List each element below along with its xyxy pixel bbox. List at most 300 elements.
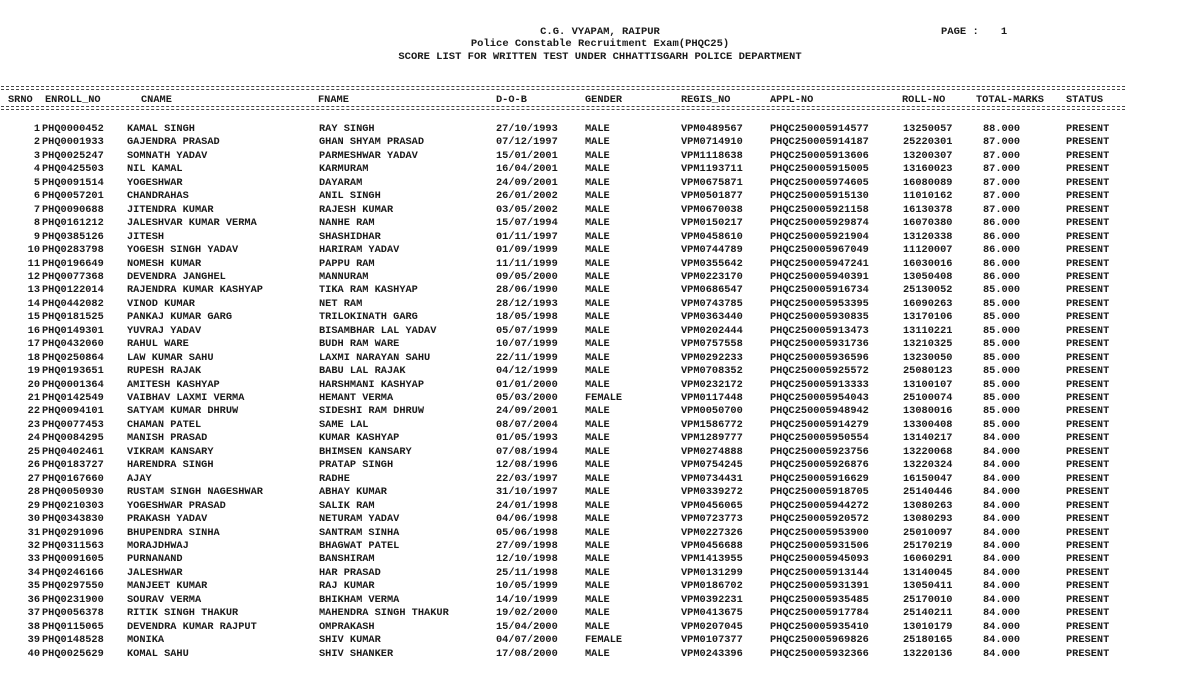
cell-status: PRESENT <box>1066 405 1110 418</box>
cell-total-marks: 84.000 <box>983 566 1021 579</box>
cell-enroll-no: PHQ0210303 <box>42 499 104 512</box>
cell-regis-no: VPM0050700 <box>681 405 743 418</box>
cell-status: PRESENT <box>1066 566 1110 579</box>
cell-srno: 28 <box>27 486 40 499</box>
cell-status: PRESENT <box>1066 553 1110 566</box>
cell-roll-no: 13120338 <box>903 230 953 243</box>
cell-roll-no: 16090263 <box>903 297 953 310</box>
cell-regis-no: VPM0757558 <box>681 338 743 351</box>
cell-cname: YOGESHWAR PRASAD <box>127 499 226 512</box>
cell-srno: 36 <box>27 593 40 606</box>
cell-cname: CHANDRAHAS <box>127 190 189 203</box>
cell-status: PRESENT <box>1066 392 1110 404</box>
page-label: PAGE : <box>941 26 979 38</box>
cell-srno: 6 <box>33 190 40 203</box>
cell-total-marks: 84.000 <box>983 634 1021 647</box>
cell-cname: BHUPENDRA SINHA <box>127 526 220 539</box>
cell-srno: 16 <box>27 324 40 337</box>
cell-roll-no: 13010179 <box>903 620 953 633</box>
col-appl-no: APPL-NO <box>770 94 814 106</box>
cell-cname: MANISH PRASAD <box>127 432 208 445</box>
cell-regis-no: VPM1193711 <box>681 163 743 176</box>
cell-total-marks: 85.000 <box>983 405 1021 418</box>
cell-fname: ANIL SINGH <box>319 190 381 203</box>
cell-total-marks: 84.000 <box>983 445 1021 458</box>
cell-dob: 03/05/2002 <box>496 203 558 216</box>
cell-gender: MALE <box>585 190 610 203</box>
cell-appl-no: PHQC250005967049 <box>770 244 869 257</box>
cell-total-marks: 85.000 <box>983 392 1021 404</box>
cell-dob: 12/08/1996 <box>496 459 558 472</box>
cell-enroll-no: PHQ0094101 <box>42 405 104 418</box>
cell-total-marks: 86.000 <box>983 244 1021 257</box>
cell-gender: MALE <box>585 499 610 512</box>
cell-cname: MANJEET KUMAR <box>127 580 208 593</box>
cell-cname: YOGESHWAR <box>127 176 183 189</box>
cell-gender: MALE <box>585 365 610 378</box>
cell-regis-no: VPM0223170 <box>681 270 743 283</box>
cell-fname: MAHENDRA SINGH THAKUR <box>319 607 449 620</box>
cell-cname: VAIBHAV LAXMI VERMA <box>127 392 245 404</box>
cell-enroll-no: PHQ0001933 <box>42 136 104 149</box>
cell-roll-no: 25180165 <box>903 634 953 647</box>
cell-dob: 28/12/1993 <box>496 297 558 310</box>
cell-srno: 20 <box>27 378 40 391</box>
cell-enroll-no: PHQ0025247 <box>42 149 104 162</box>
cell-regis-no: VPM0456065 <box>681 499 743 512</box>
cell-status: PRESENT <box>1066 634 1110 647</box>
cell-fname: ABHAY KUMAR <box>319 486 387 499</box>
cell-srno: 24 <box>27 432 40 445</box>
cell-appl-no: PHQC250005913606 <box>770 149 869 162</box>
cell-enroll-no: PHQ0385126 <box>42 230 104 243</box>
cell-srno: 9 <box>33 230 40 243</box>
col-enroll-no: ENROLL_NO <box>45 94 101 106</box>
cell-dob: 22/11/1999 <box>496 351 558 364</box>
cell-cname: YUVRAJ YADAV <box>127 324 202 337</box>
cell-fname: SALIK RAM <box>319 499 375 512</box>
cell-fname: DAYARAM <box>319 176 363 189</box>
cell-status: PRESENT <box>1066 311 1110 324</box>
col-cname: CNAME <box>141 94 172 106</box>
cell-roll-no: 13170106 <box>903 311 953 324</box>
cell-roll-no: 13220136 <box>903 647 953 660</box>
cell-regis-no: VPM0227326 <box>681 526 743 539</box>
cell-dob: 04/06/1998 <box>496 513 558 526</box>
cell-regis-no: VPM0392231 <box>681 593 743 606</box>
cell-status: PRESENT <box>1066 324 1110 337</box>
cell-cname: MONIKA <box>127 634 165 647</box>
cell-cname: NIL KAMAL <box>127 163 183 176</box>
cell-status: PRESENT <box>1066 190 1110 203</box>
cell-regis-no: VPM0292233 <box>681 351 743 364</box>
cell-cname: LAW KUMAR SAHU <box>127 351 214 364</box>
cell-cname: KAMAL SINGH <box>127 123 195 135</box>
cell-status: PRESENT <box>1066 620 1110 633</box>
cell-fname: HAR PRASAD <box>319 566 381 579</box>
cell-srno: 15 <box>27 311 40 324</box>
cell-total-marks: 85.000 <box>983 297 1021 310</box>
cell-gender: MALE <box>585 445 610 458</box>
cell-regis-no: VPM0686547 <box>681 284 743 297</box>
cell-enroll-no: PHQ0077368 <box>42 270 104 283</box>
cell-enroll-no: PHQ0091514 <box>42 176 104 189</box>
cell-gender: MALE <box>585 593 610 606</box>
cell-appl-no: PHQC250005930835 <box>770 311 869 324</box>
cell-appl-no: PHQC250005913144 <box>770 566 869 579</box>
cell-roll-no: 25010097 <box>903 526 953 539</box>
cell-srno: 13 <box>27 284 40 297</box>
cell-dob: 17/08/2000 <box>496 647 558 660</box>
cell-dob: 10/05/1999 <box>496 580 558 593</box>
cell-total-marks: 87.000 <box>983 190 1021 203</box>
cell-dob: 26/01/2002 <box>496 190 558 203</box>
cell-fname: OMPRAKASH <box>319 620 375 633</box>
cell-gender: MALE <box>585 539 610 552</box>
cell-srno: 4 <box>33 163 40 176</box>
cell-gender: MALE <box>585 230 610 243</box>
cell-cname: JITESH <box>127 230 165 243</box>
col-gender: GENDER <box>585 94 623 106</box>
cell-gender: MALE <box>585 257 610 270</box>
cell-srno: 8 <box>33 217 40 230</box>
cell-srno: 31 <box>27 526 40 539</box>
cell-regis-no: VPM0131299 <box>681 566 743 579</box>
cell-dob: 09/05/2000 <box>496 270 558 283</box>
cell-gender: MALE <box>585 284 610 297</box>
cell-fname: SHIV SHANKER <box>319 647 394 660</box>
cell-cname: KOMAL SAHU <box>127 647 189 660</box>
cell-regis-no: VPM1289777 <box>681 432 743 445</box>
cell-dob: 24/09/2001 <box>496 176 558 189</box>
cell-fname: SANTRAM SINHA <box>319 526 400 539</box>
cell-regis-no: VPM0107377 <box>681 634 743 647</box>
cell-gender: MALE <box>585 418 610 431</box>
cell-appl-no: PHQC250005914187 <box>770 136 869 149</box>
cell-regis-no: VPM0202444 <box>681 324 743 337</box>
cell-gender: MALE <box>585 526 610 539</box>
cell-fname: RAJ KUMAR <box>319 580 375 593</box>
cell-status: PRESENT <box>1066 176 1110 189</box>
cell-enroll-no: PHQ0425503 <box>42 163 104 176</box>
cell-cname: NOMESH KUMAR <box>127 257 202 270</box>
cell-status: PRESENT <box>1066 257 1110 270</box>
cell-total-marks: 84.000 <box>983 607 1021 620</box>
cell-dob: 01/11/1997 <box>496 230 558 243</box>
cell-gender: MALE <box>585 324 610 337</box>
col-fname: FNAME <box>318 94 349 106</box>
cell-fname: PARMESHWAR YADAV <box>319 149 418 162</box>
cell-enroll-no: PHQ0115065 <box>42 620 104 633</box>
list-title: SCORE LIST FOR WRITTEN TEST UNDER CHHATTISGARH POLICE DEPARTMENT <box>398 51 802 63</box>
cell-fname: BHAGWAT PATEL <box>319 539 400 552</box>
cell-cname: HARENDRA SINGH <box>127 459 214 472</box>
cell-appl-no: PHQC250005915130 <box>770 190 869 203</box>
cell-appl-no: PHQC250005974605 <box>770 176 869 189</box>
cell-roll-no: 16080089 <box>903 176 953 189</box>
cell-appl-no: PHQC250005916734 <box>770 284 869 297</box>
cell-dob: 11/11/1999 <box>496 257 558 270</box>
cell-appl-no: PHQC250005931506 <box>770 539 869 552</box>
cell-fname: NANHE RAM <box>319 217 375 230</box>
cell-roll-no: 13250057 <box>903 123 953 135</box>
cell-total-marks: 85.000 <box>983 351 1021 364</box>
col-roll-no: ROLL-NO <box>902 94 946 106</box>
cell-gender: MALE <box>585 580 610 593</box>
cell-fname: LAXMI NARAYAN SAHU <box>319 351 431 364</box>
cell-cname: RAJENDRA KUMAR KASHYAP <box>127 284 263 297</box>
cell-dob: 10/07/1999 <box>496 338 558 351</box>
cell-total-marks: 88.000 <box>983 123 1021 135</box>
cell-cname: RUSTAM SINGH NAGESHWAR <box>127 486 263 499</box>
cell-srno: 22 <box>27 405 40 418</box>
cell-cname: VINOD KUMAR <box>127 297 195 310</box>
cell-gender: MALE <box>585 149 610 162</box>
cell-appl-no: PHQC250005932366 <box>770 647 869 660</box>
cell-cname: AJAY <box>127 472 152 485</box>
cell-regis-no: VPM0355642 <box>681 257 743 270</box>
cell-regis-no: VPM0670038 <box>681 203 743 216</box>
cell-dob: 15/07/1994 <box>496 217 558 230</box>
cell-enroll-no: PHQ0000452 <box>42 123 104 135</box>
cell-enroll-no: PHQ0297550 <box>42 580 104 593</box>
cell-fname: SHASHIDHAR <box>319 230 381 243</box>
cell-regis-no: VPM0274888 <box>681 445 743 458</box>
cell-enroll-no: PHQ0183727 <box>42 459 104 472</box>
cell-status: PRESENT <box>1066 539 1110 552</box>
cell-roll-no: 13100107 <box>903 378 953 391</box>
cell-gender: MALE <box>585 311 610 324</box>
cell-gender: MALE <box>585 513 610 526</box>
cell-cname: DEVENDRA KUMAR RAJPUT <box>127 620 257 633</box>
cell-roll-no: 25140211 <box>903 607 953 620</box>
cell-total-marks: 87.000 <box>983 203 1021 216</box>
cell-appl-no: PHQC250005954043 <box>770 392 869 404</box>
cell-status: PRESENT <box>1066 607 1110 620</box>
cell-gender: MALE <box>585 405 610 418</box>
cell-dob: 12/10/1998 <box>496 553 558 566</box>
cell-cname: RITIK SINGH THAKUR <box>127 607 239 620</box>
cell-roll-no: 16130378 <box>903 203 953 216</box>
col-regis-no: REGIS_NO <box>681 94 731 106</box>
cell-appl-no: PHQC250005913473 <box>770 324 869 337</box>
cell-total-marks: 87.000 <box>983 163 1021 176</box>
cell-total-marks: 84.000 <box>983 499 1021 512</box>
cell-status: PRESENT <box>1066 378 1110 391</box>
cell-regis-no: VPM0413675 <box>681 607 743 620</box>
cell-roll-no: 16070380 <box>903 217 953 230</box>
cell-appl-no: PHQC250005917784 <box>770 607 869 620</box>
cell-srno: 10 <box>27 244 40 257</box>
cell-status: PRESENT <box>1066 203 1110 216</box>
cell-dob: 22/03/1997 <box>496 472 558 485</box>
cell-roll-no: 13050408 <box>903 270 953 283</box>
cell-cname: JITENDRA KUMAR <box>127 203 214 216</box>
cell-total-marks: 86.000 <box>983 257 1021 270</box>
cell-appl-no: PHQC250005920572 <box>770 513 869 526</box>
cell-enroll-no: PHQ0231900 <box>42 593 104 606</box>
cell-gender: MALE <box>585 123 610 135</box>
cell-enroll-no: PHQ0148528 <box>42 634 104 647</box>
cell-roll-no: 13050411 <box>903 580 953 593</box>
cell-regis-no: VPM0743785 <box>681 297 743 310</box>
cell-roll-no: 13300408 <box>903 418 953 431</box>
cell-dob: 16/04/2001 <box>496 163 558 176</box>
cell-roll-no: 13140045 <box>903 566 953 579</box>
cell-total-marks: 85.000 <box>983 418 1021 431</box>
cell-gender: MALE <box>585 553 610 566</box>
cell-srno: 11 <box>27 257 40 270</box>
cell-status: PRESENT <box>1066 459 1110 472</box>
cell-appl-no: PHQC250005915005 <box>770 163 869 176</box>
cell-srno: 2 <box>33 136 40 149</box>
cell-gender: MALE <box>585 607 610 620</box>
cell-total-marks: 85.000 <box>983 324 1021 337</box>
cell-roll-no: 13080016 <box>903 405 953 418</box>
cell-dob: 05/07/1999 <box>496 324 558 337</box>
cell-regis-no: VPM0675871 <box>681 176 743 189</box>
cell-appl-no: PHQC250005921904 <box>770 230 869 243</box>
cell-appl-no: PHQC250005931391 <box>770 580 869 593</box>
cell-srno: 37 <box>27 607 40 620</box>
cell-roll-no: 13080263 <box>903 499 953 512</box>
cell-roll-no: 25170219 <box>903 539 953 552</box>
cell-fname: RADHE <box>319 472 350 485</box>
cell-srno: 26 <box>27 459 40 472</box>
cell-dob: 01/09/1999 <box>496 244 558 257</box>
cell-gender: MALE <box>585 432 610 445</box>
cell-appl-no: PHQC250005913333 <box>770 378 869 391</box>
cell-fname: GHAN SHYAM PRASAD <box>319 136 425 149</box>
cell-enroll-no: PHQ0090688 <box>42 203 104 216</box>
cell-status: PRESENT <box>1066 163 1110 176</box>
cell-regis-no: VPM0186702 <box>681 580 743 593</box>
cell-roll-no: 11010162 <box>903 190 953 203</box>
cell-srno: 21 <box>27 392 40 404</box>
cell-status: PRESENT <box>1066 149 1110 162</box>
cell-roll-no: 25170010 <box>903 593 953 606</box>
cell-fname: KUMAR KASHYAP <box>319 432 400 445</box>
cell-cname: RUPESH RAJAK <box>127 365 202 378</box>
cell-total-marks: 84.000 <box>983 580 1021 593</box>
cell-srno: 34 <box>27 566 40 579</box>
cell-roll-no: 25220301 <box>903 136 953 149</box>
cell-appl-no: PHQC250005916629 <box>770 472 869 485</box>
cell-cname: PANKAJ KUMAR GARG <box>127 311 233 324</box>
cell-roll-no: 25080123 <box>903 365 953 378</box>
cell-status: PRESENT <box>1066 297 1110 310</box>
cell-roll-no: 13220324 <box>903 459 953 472</box>
cell-cname: DEVENDRA JANGHEL <box>127 270 226 283</box>
cell-regis-no: VPM0117448 <box>681 392 743 404</box>
cell-status: PRESENT <box>1066 580 1110 593</box>
cell-cname: JALESHWAR <box>127 566 183 579</box>
cell-enroll-no: PHQ0250864 <box>42 351 104 364</box>
exam-title: Police Constable Recruitment Exam(PHQC25) <box>470 38 730 50</box>
cell-srno: 18 <box>27 351 40 364</box>
cell-status: PRESENT <box>1066 351 1110 364</box>
cell-enroll-no: PHQ0167660 <box>42 472 104 485</box>
cell-enroll-no: PHQ0402461 <box>42 445 104 458</box>
cell-appl-no: PHQC250005953395 <box>770 297 869 310</box>
cell-cname: SATYAM KUMAR DHRUW <box>127 405 239 418</box>
cell-regis-no: VPM0708352 <box>681 365 743 378</box>
cell-dob: 07/08/1994 <box>496 445 558 458</box>
cell-cname: CHAMAN PATEL <box>127 418 202 431</box>
cell-dob: 04/12/1999 <box>496 365 558 378</box>
cell-regis-no: VPM0723773 <box>681 513 743 526</box>
cell-appl-no: PHQC250005947241 <box>770 257 869 270</box>
cell-fname: NET RAM <box>319 297 363 310</box>
cell-total-marks: 84.000 <box>983 553 1021 566</box>
cell-fname: BHIKHAM VERMA <box>319 593 400 606</box>
cell-enroll-no: PHQ0142549 <box>42 392 104 404</box>
cell-gender: MALE <box>585 566 610 579</box>
cell-dob: 14/10/1999 <box>496 593 558 606</box>
cell-enroll-no: PHQ0077453 <box>42 418 104 431</box>
cell-dob: 04/07/2000 <box>496 634 558 647</box>
cell-dob: 27/10/1993 <box>496 123 558 135</box>
cell-srno: 3 <box>33 149 40 162</box>
cell-appl-no: PHQC250005914577 <box>770 123 869 135</box>
cell-dob: 28/06/1990 <box>496 284 558 297</box>
cell-enroll-no: PHQ0283798 <box>42 244 104 257</box>
cell-dob: 27/09/1998 <box>496 539 558 552</box>
cell-roll-no: 13080293 <box>903 513 953 526</box>
cell-roll-no: 13230050 <box>903 351 953 364</box>
cell-fname: TIKA RAM KASHYAP <box>319 284 418 297</box>
cell-status: PRESENT <box>1066 338 1110 351</box>
cell-enroll-no: PHQ0161212 <box>42 217 104 230</box>
cell-enroll-no: PHQ0091605 <box>42 553 104 566</box>
cell-cname: GAJENDRA PRASAD <box>127 136 220 149</box>
cell-enroll-no: PHQ0343830 <box>42 513 104 526</box>
page-indicator <box>941 26 1007 38</box>
cell-srno: 30 <box>27 513 40 526</box>
cell-dob: 25/11/1998 <box>496 566 558 579</box>
cell-roll-no: 25140446 <box>903 486 953 499</box>
cell-roll-no: 16030016 <box>903 257 953 270</box>
cell-status: PRESENT <box>1066 270 1110 283</box>
cell-srno: 38 <box>27 620 40 633</box>
cell-fname: SAME LAL <box>319 418 369 431</box>
cell-status: PRESENT <box>1066 647 1110 660</box>
cell-enroll-no: PHQ0149301 <box>42 324 104 337</box>
cell-srno: 19 <box>27 365 40 378</box>
cell-dob: 01/01/2000 <box>496 378 558 391</box>
cell-enroll-no: PHQ0057201 <box>42 190 104 203</box>
cell-status: PRESENT <box>1066 486 1110 499</box>
cell-cname: RAHUL WARE <box>127 338 189 351</box>
cell-gender: MALE <box>585 217 610 230</box>
cell-gender: MALE <box>585 459 610 472</box>
cell-cname: AMITESH KASHYAP <box>127 378 220 391</box>
cell-status: PRESENT <box>1066 136 1110 149</box>
cell-enroll-no: PHQ0050930 <box>42 486 104 499</box>
cell-gender: MALE <box>585 486 610 499</box>
cell-roll-no: 25100074 <box>903 392 953 404</box>
cell-enroll-no: PHQ0084295 <box>42 432 104 445</box>
cell-srno: 27 <box>27 472 40 485</box>
cell-appl-no: PHQC250005929874 <box>770 217 869 230</box>
cell-status: PRESENT <box>1066 284 1110 297</box>
cell-total-marks: 85.000 <box>983 284 1021 297</box>
cell-enroll-no: PHQ0291096 <box>42 526 104 539</box>
cell-srno: 14 <box>27 297 40 310</box>
cell-regis-no: VPM0207045 <box>681 620 743 633</box>
cell-dob: 31/10/1997 <box>496 486 558 499</box>
cell-srno: 39 <box>27 634 40 647</box>
